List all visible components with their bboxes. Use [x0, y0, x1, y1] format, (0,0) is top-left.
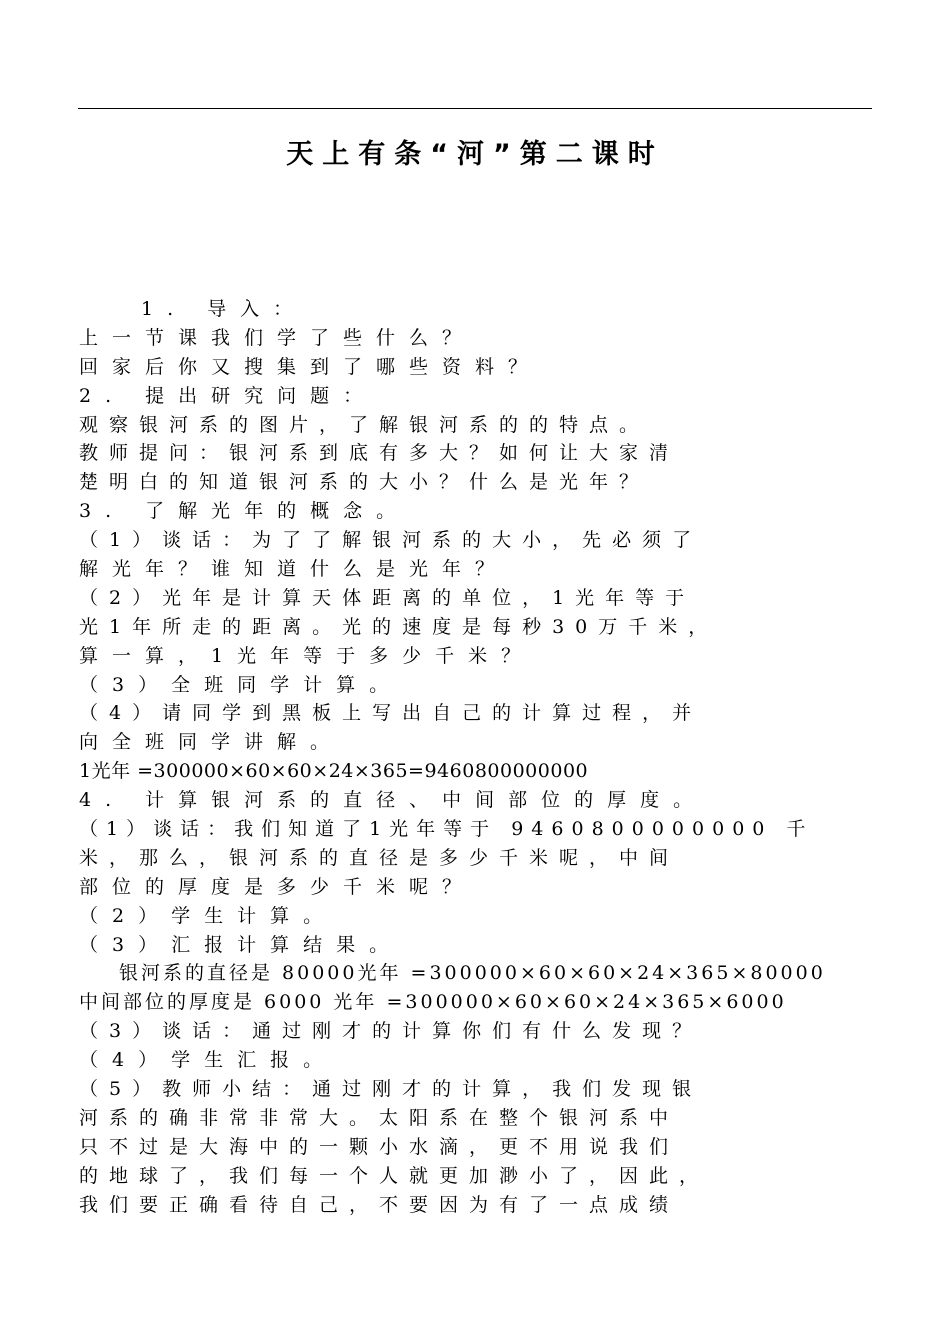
- text-line: （4）学生汇报。: [79, 1049, 337, 1072]
- formula-line: 中间部位的厚度是 6000 光年 =300000×60×60×24×365×6000: [79, 991, 787, 1014]
- formula-line: 银河系的直径是 80000光年 =300000×60×60×24×365×80000: [119, 962, 826, 985]
- text-line: 光1年所走的距离。光的速度是每秒30万千米，: [79, 615, 719, 638]
- section-heading: 4. 计算银河系的直径、中间部位的厚度。: [79, 789, 707, 812]
- text-line: （2）学生计算。: [79, 904, 337, 927]
- section-heading: 2. 提出研究问题：: [79, 384, 377, 407]
- text-line: 河系的确非常非常大。太阳系在整个银河系中: [79, 1106, 680, 1129]
- text-line: （1）谈话：为了了解银河系的大小，先必须了: [79, 529, 703, 552]
- text-line: 米，那么，银河系的直径是多少千米呢，中间: [79, 846, 680, 869]
- text-line: （3）汇报计算结果。: [79, 933, 403, 956]
- section-heading: 1. 导入：: [141, 298, 307, 320]
- document-body: [79, 295, 869, 1220]
- text-line: 楚明白的知道银河系的大小？什么是光年？: [79, 471, 650, 494]
- text-line: 我们要正确看待自己，不要因为有了一点成绩: [79, 1193, 680, 1216]
- text-line: 解光年？谁知道什么是光年？: [79, 558, 509, 581]
- text-line: （1）谈话：我们知道了1光年等于 9460800000000 千: [79, 818, 814, 841]
- text-line: 上一节课我们学了些什么？: [79, 326, 476, 349]
- text-line: 只不过是大海中的一颗小水滴，更不用说我们: [79, 1135, 680, 1158]
- page-title: 天上有条“河”第二课时: [286, 139, 664, 170]
- header-rule: [78, 108, 872, 109]
- text-line: 部位的厚度是多少千米呢？: [79, 875, 476, 898]
- text-line: 回家后你又搜集到了哪些资料？: [79, 355, 542, 378]
- section-heading: 3. 了解光年的概念。: [79, 500, 410, 523]
- text-line: 教师提问：银河系到底有多大？如何让大家清: [79, 442, 680, 465]
- text-line: 的地球了，我们每一个人就更加渺小了，因此，: [79, 1164, 710, 1187]
- text-line: （2）光年是计算天体距离的单位，1光年等于: [79, 586, 696, 609]
- text-line: 观察银河系的图片，了解银河系的的特点。: [79, 413, 650, 436]
- formula-line: 1光年 =300000×60×60×24×365=9460800000000: [79, 760, 589, 783]
- text-line: （3）全班同学计算。: [79, 673, 403, 696]
- text-line: （4）请同学到黑板上写出自己的计算过程，并: [79, 702, 703, 725]
- text-line: 向全班同学讲解。: [79, 731, 344, 754]
- text-line: 算一算，1光年等于多少千米？: [79, 644, 535, 667]
- text-line: （5）教师小结：通过刚才的计算，我们发现银: [79, 1078, 703, 1101]
- text-line: （3）谈话：通过刚才的计算你们有什么发现？: [79, 1020, 703, 1043]
